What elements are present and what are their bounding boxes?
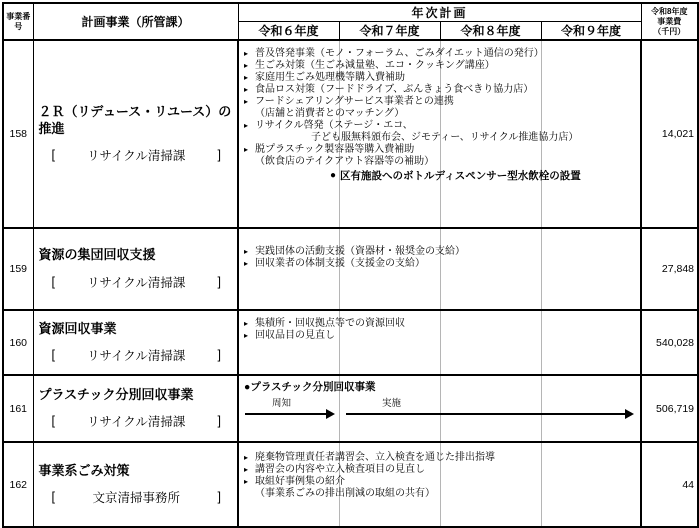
bracket-open: [ bbox=[51, 147, 55, 162]
bullet-icon: ▸ bbox=[244, 331, 249, 340]
department-name: リサイクル清掃課 bbox=[87, 275, 186, 290]
plan-item bbox=[244, 48, 638, 60]
plan-item bbox=[244, 464, 638, 476]
header-year-r7: 令和７年度 bbox=[339, 22, 440, 41]
table-row bbox=[3, 375, 698, 442]
plan-item-text: リサイクル啓発（ステージ・エコ、 bbox=[255, 120, 413, 131]
bullet-spacer bbox=[244, 156, 255, 168]
plan-item-text: 回収品目の見直し bbox=[255, 330, 335, 341]
bracket-open: [ bbox=[51, 274, 55, 289]
plan-item bbox=[244, 60, 638, 72]
bullet-icon: ▸ bbox=[244, 259, 249, 268]
bullet-icon: ▸ bbox=[244, 61, 249, 70]
project-title-cell bbox=[33, 442, 238, 527]
project-number: 161 bbox=[3, 375, 33, 442]
plan-item bbox=[244, 144, 638, 156]
bullet-icon: ▸ bbox=[244, 49, 249, 58]
project-title-cell bbox=[33, 228, 238, 310]
phase-label-shuchi: 周知 bbox=[272, 398, 292, 409]
bullet-icon: ▸ bbox=[244, 73, 249, 82]
plan-item-text: 取組好事例集の紹介 bbox=[255, 476, 345, 487]
plan-item-highlight: ●プラスチック分別回収事業 bbox=[244, 381, 376, 393]
plan-item-text: 実践団体の活動支援（資器材・報奨金の支給） bbox=[255, 246, 465, 257]
bullet-icon: ▸ bbox=[244, 145, 249, 154]
table-row bbox=[3, 228, 698, 310]
project-title: 資源回収事業 bbox=[38, 320, 117, 336]
header-annual-plan: 年次計画 bbox=[238, 3, 641, 22]
plan-item-text: 普及啓発事業（モノ・フォーラム、ごみダイエット通信の発行） bbox=[255, 48, 544, 59]
plan-item-text: 食品ロス対策（フードドライブ、ぶんきょう食べきり協力店） bbox=[255, 84, 534, 95]
plan-item bbox=[244, 318, 638, 330]
bullet-spacer bbox=[244, 488, 255, 500]
plan-item bbox=[244, 476, 638, 488]
plan-item bbox=[244, 84, 638, 96]
bracket-close: ] bbox=[217, 490, 221, 505]
project-title-cell bbox=[33, 310, 238, 375]
table-header bbox=[3, 3, 698, 40]
plan-item-text: 子ども服無料頒布会、ジモティー、リサイクル推進協力店） bbox=[311, 132, 579, 143]
annual-plan-cell bbox=[238, 40, 641, 228]
bracket-open: [ bbox=[51, 490, 55, 505]
bullet-spacer bbox=[300, 132, 311, 144]
bracket-close: ] bbox=[217, 348, 221, 363]
annual-plan-cell bbox=[238, 375, 641, 442]
plan-item-highlight bbox=[330, 170, 638, 182]
bracket-close: ] bbox=[217, 414, 221, 429]
plan-item-continuation bbox=[300, 132, 638, 144]
plan-item-text: （事業系ごみの排出削減の取組の共有） bbox=[255, 488, 435, 499]
header-year-r9: 令和９年度 bbox=[541, 22, 641, 41]
bullet-icon: ▸ bbox=[244, 85, 249, 94]
project-number: 160 bbox=[3, 310, 33, 375]
header-cost-line3: （千円） bbox=[653, 26, 686, 36]
project-department bbox=[39, 412, 234, 430]
header-year-r8: 令和８年度 bbox=[440, 22, 541, 41]
department-name: 文京清掃事務所 bbox=[92, 491, 180, 506]
bracket-close: ] bbox=[217, 147, 221, 162]
plan-item-text: 区有施設へのボトルディスペンサー型水飲栓の設置 bbox=[340, 170, 581, 182]
project-number: 158 bbox=[3, 40, 33, 228]
cost-value: 540,028 bbox=[641, 310, 698, 375]
timeline-arrow-year7-9 bbox=[346, 413, 632, 415]
project-title-cell bbox=[33, 375, 238, 442]
header-cost-line1: 令和8年度 bbox=[651, 6, 688, 16]
plan-item-continuation bbox=[244, 488, 638, 500]
cost-value: 14,021 bbox=[641, 40, 698, 228]
cost-value: 44 bbox=[641, 442, 698, 527]
project-department bbox=[39, 273, 234, 291]
bullet-icon: ▸ bbox=[244, 247, 249, 256]
project-department bbox=[39, 346, 234, 364]
plan-item-text: 廃棄物管理責任者講習会、立入検査を通じた排出指導 bbox=[255, 452, 495, 463]
project-title-cell bbox=[33, 40, 238, 228]
project-department bbox=[39, 146, 234, 164]
bullet-icon: ▸ bbox=[244, 465, 249, 474]
project-number: 159 bbox=[3, 228, 33, 310]
plan-table bbox=[2, 2, 699, 528]
table-row bbox=[3, 442, 698, 527]
department-name: リサイクル清掃課 bbox=[87, 415, 186, 430]
cost-value: 27,848 bbox=[641, 228, 698, 310]
bullet-icon: ▸ bbox=[244, 453, 249, 462]
header-cost bbox=[641, 3, 698, 40]
table-row bbox=[3, 310, 698, 375]
plan-item-text: 家庭用生ごみ処理機等購入費補助 bbox=[255, 72, 405, 83]
plan-item-continuation bbox=[244, 156, 638, 168]
bullet-icon: ▸ bbox=[244, 121, 249, 130]
project-title: ２Ｒ（リデュース・リユース）の推進 bbox=[38, 104, 232, 136]
plan-item-text: 集積所・回収拠点等での資源回収 bbox=[255, 318, 405, 329]
department-name: リサイクル清掃課 bbox=[87, 349, 186, 364]
project-department bbox=[39, 488, 234, 506]
plan-item-text: 回収業者の体制支援（支援金の支給） bbox=[255, 258, 425, 269]
bullet-spacer bbox=[244, 108, 255, 120]
bracket-open: [ bbox=[51, 414, 55, 429]
plan-item-text: 生ごみ対策（生ごみ減量塾、エコ・クッキング講座） bbox=[255, 60, 495, 71]
phase-label-jisshi: 実施 bbox=[382, 398, 402, 409]
annual-plan-cell bbox=[238, 228, 641, 310]
schedule-diagram bbox=[244, 381, 638, 433]
plan-item bbox=[244, 72, 638, 84]
annual-plan-cell bbox=[238, 442, 641, 527]
plan-item bbox=[244, 246, 638, 258]
timeline-arrow-year6 bbox=[245, 413, 333, 415]
plan-item-text: 脱プラスチック製容器等購入費補助 bbox=[255, 144, 415, 155]
plan-item-text: フードシェアリングサービス事業者との連携 bbox=[255, 96, 454, 107]
plan-item-text: （飲食店のテイクアウト容器等の補助） bbox=[255, 156, 435, 167]
plan-item-continuation bbox=[244, 108, 638, 120]
bracket-close: ] bbox=[217, 274, 221, 289]
department-name: リサイクル清掃課 bbox=[87, 148, 186, 163]
project-title: 資源の集団回収支援 bbox=[38, 247, 156, 263]
bullet-icon: ▸ bbox=[244, 97, 249, 106]
plan-item-text: 講習会の内容や立入検査項目の見直し bbox=[255, 464, 425, 475]
bullet-icon: ▸ bbox=[244, 477, 249, 486]
annual-plan-cell bbox=[238, 310, 641, 375]
cost-value: 506,719 bbox=[641, 375, 698, 442]
header-project-number: 事業番号 bbox=[3, 3, 33, 40]
project-number: 162 bbox=[3, 442, 33, 527]
plan-item bbox=[244, 452, 638, 464]
project-title: プラスチック分別回収事業 bbox=[38, 386, 194, 402]
header-year-r6: 令和６年度 bbox=[238, 22, 339, 41]
plan-item bbox=[244, 330, 638, 342]
table-row bbox=[3, 40, 698, 228]
plan-item bbox=[244, 120, 638, 132]
dot-icon: ● bbox=[330, 170, 337, 181]
project-title: 事業系ごみ対策 bbox=[38, 462, 130, 478]
plan-item-text: （店舗と消費者とのマッチング） bbox=[255, 108, 405, 119]
plan-item bbox=[244, 258, 638, 270]
header-project-title: 計画事業（所管課） bbox=[33, 3, 238, 40]
bracket-open: [ bbox=[51, 348, 55, 363]
plan-item bbox=[244, 96, 638, 108]
bullet-icon: ▸ bbox=[244, 319, 249, 328]
header-cost-line2: 事業費 bbox=[657, 16, 682, 26]
